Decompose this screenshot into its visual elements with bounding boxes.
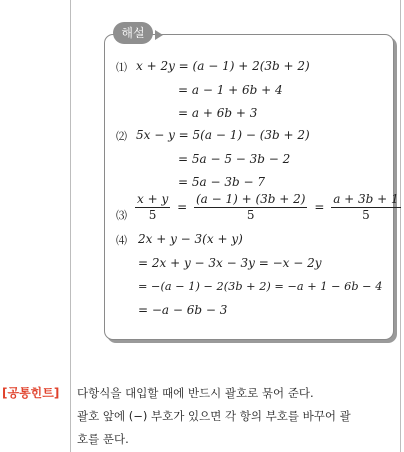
fraction-1 — [135, 192, 170, 223]
fraction-2-numerator: (a − 1) + (3b + 2) — [195, 192, 306, 206]
hint-line-3: 호를 푼다. — [77, 432, 129, 446]
part-2-number: ⑵ — [116, 130, 127, 143]
equals-sign-2: = — [314, 200, 325, 214]
part-3-equation — [132, 192, 404, 223]
part-4-number: ⑷ — [116, 234, 127, 247]
part-4-line-3: = −(a − 1) − 2(3b + 2) = −a + 1 − 6b − 4 — [138, 280, 383, 293]
part-4-line-2: = 2x + y − 3x − 3y = −x − 2y — [138, 256, 322, 270]
fraction-3-denominator: 5 — [362, 208, 370, 222]
part-2-line-2: = 5a − 5 − 3b − 2 — [178, 152, 291, 166]
fraction-2 — [194, 192, 308, 223]
part-2-line-3: = 5a − 3b − 7 — [178, 175, 265, 189]
common-hint-label: [공통힌트] — [2, 386, 60, 400]
part-1-line-3: = a + 6b + 3 — [178, 106, 258, 120]
part-1-line-1: x + 2y = (a − 1) + 2(3b + 2) — [136, 59, 310, 73]
fraction-1-denominator: 5 — [148, 208, 157, 222]
solution-tag: 해설 — [113, 22, 153, 44]
fraction-3-numerator: a + 3b + 1 — [333, 192, 399, 206]
part-1-number: ⑴ — [116, 61, 127, 74]
part-4-line-1: 2x + y − 3(x + y) — [138, 232, 243, 246]
fraction-3 — [331, 192, 400, 223]
part-2-line-1: 5x − y = 5(a − 1) − (3b + 2) — [136, 128, 310, 142]
equals-sign-1: = — [177, 200, 188, 214]
part-1-line-2: = a − 1 + 6b + 4 — [178, 83, 283, 97]
part-4-line-4: = −a − 6b − 3 — [138, 303, 228, 317]
right-frame-line — [400, 0, 401, 452]
left-frame-line — [70, 0, 71, 452]
part-3-number: ⑶ — [116, 209, 127, 222]
fraction-1-numerator: x + y — [137, 192, 169, 206]
fraction-2-denominator: 5 — [246, 208, 255, 222]
hint-line-2: 괄호 앞에 (−) 부호가 있으면 각 항의 부호를 바꾸어 괄 — [77, 409, 351, 423]
hint-line-1: 다항식을 대입할 때에 반드시 괄호로 묶어 준다. — [77, 386, 314, 400]
